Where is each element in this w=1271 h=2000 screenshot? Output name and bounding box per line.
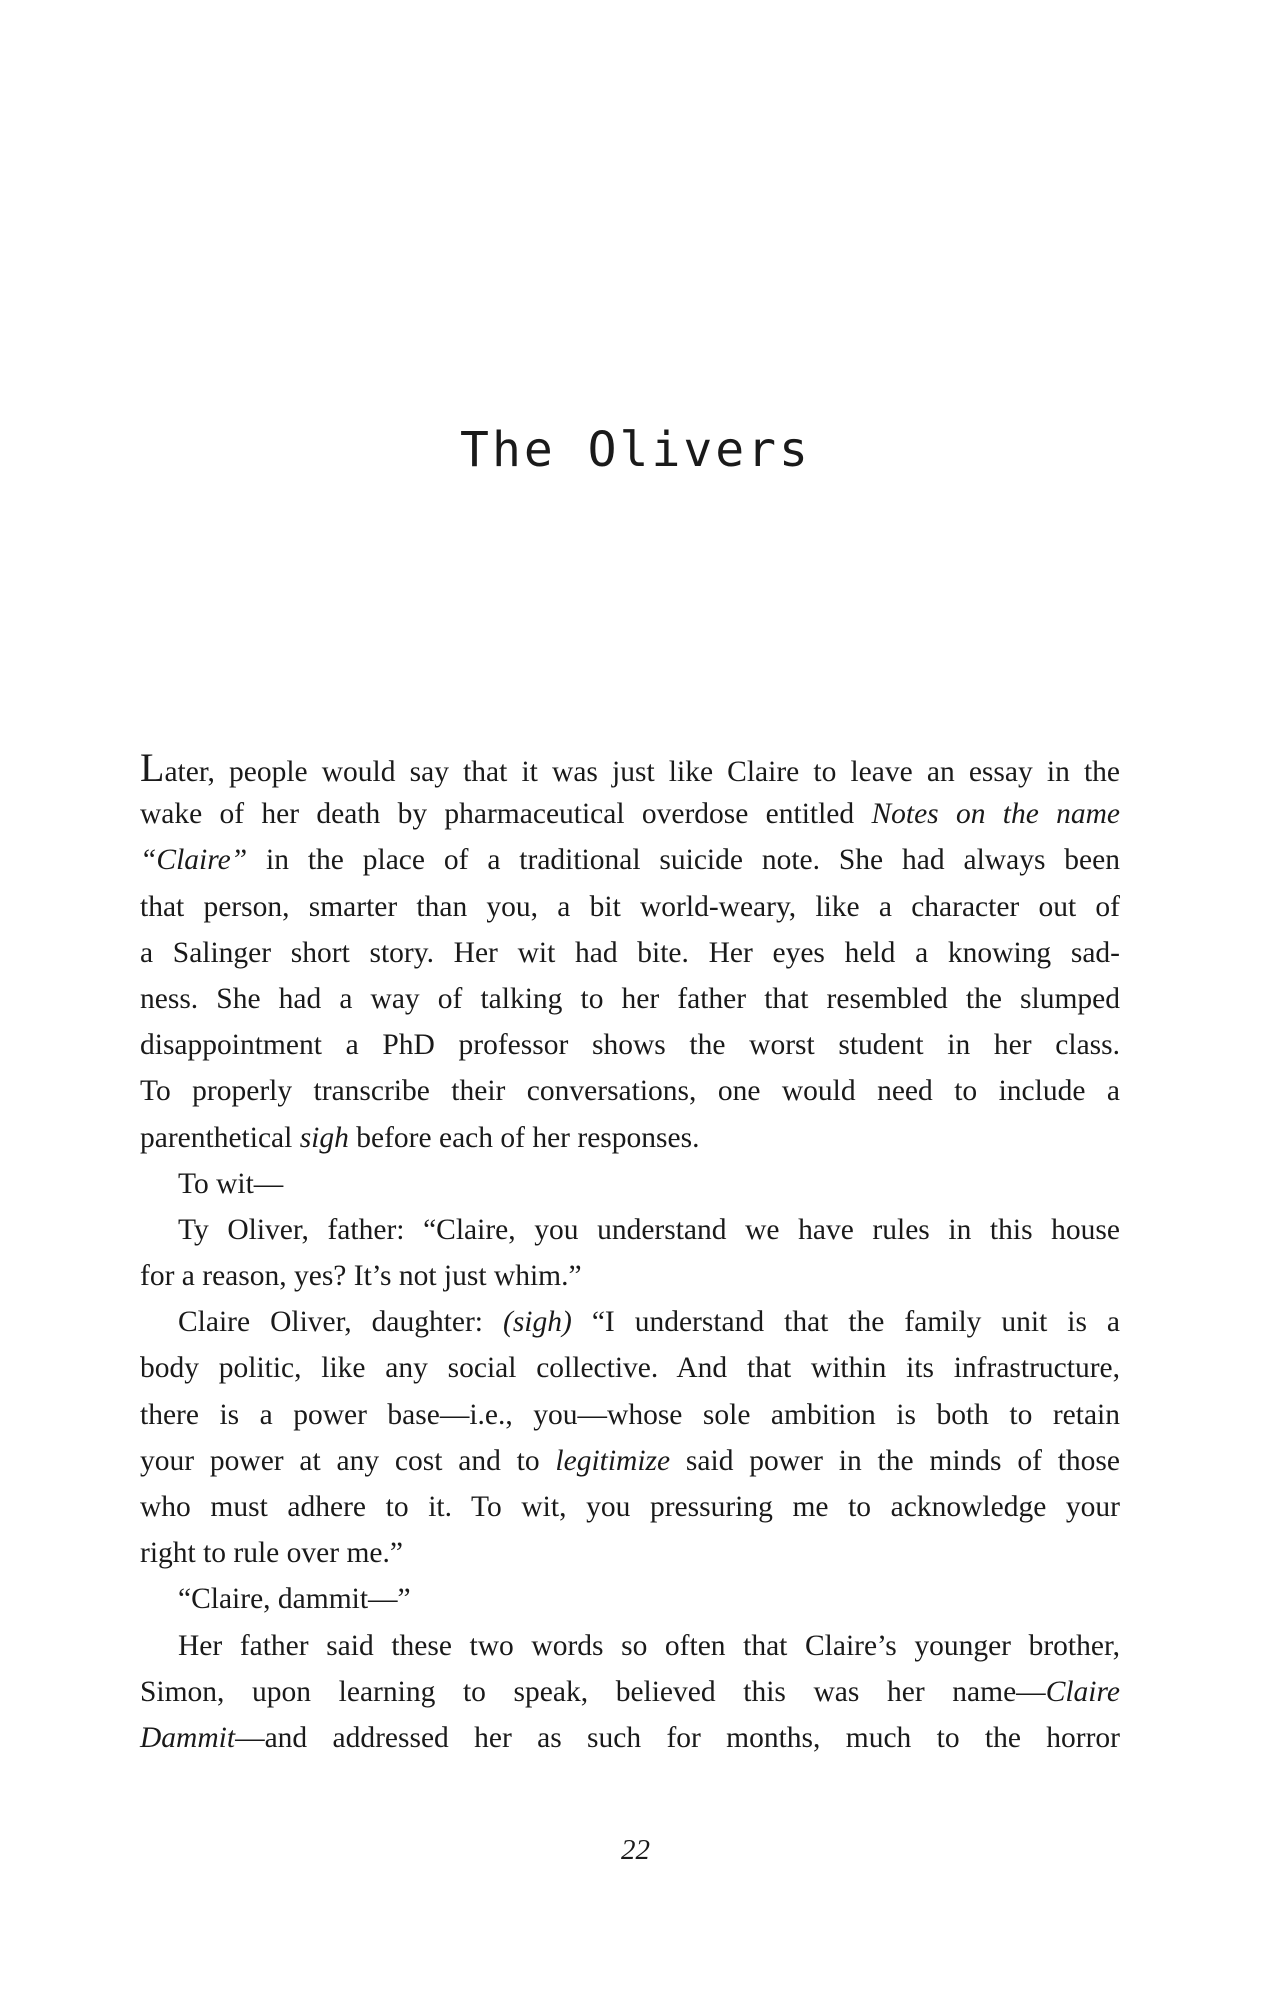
body-text: [140, 745, 1120, 1761]
text-line: Simon, upon learning to speak, believed this was her name—Claire: [140, 1675, 1120, 1708]
text-line: who must adhere to it. To wit, you pressuring me to acknowledge your: [140, 1491, 1120, 1523]
text-line: wake of her death by pharmaceutical overdose entitled Notes on the name: [140, 798, 1121, 831]
text-line: parenthetical sigh before each of her responses.: [140, 1121, 700, 1154]
text-line: To wit—: [178, 1167, 284, 1200]
text-line: body politic, like any social collective. And that within its infrastructure,: [140, 1352, 1120, 1385]
drop-cap: L: [140, 745, 165, 790]
text-line: Dammit—and addressed her as such for months, much to the horror: [140, 1721, 1120, 1754]
text-line: a Salinger short story. Her wit had bite. Her eyes held a knowing sad-: [140, 936, 1120, 969]
text-line: that person, smarter than you, a bit world-weary, like a character out of: [140, 890, 1120, 923]
text-line: right to rule over me.”: [140, 1537, 403, 1570]
text-line: there is a power base—i.e., you—whose sole ambition is both to retain: [140, 1398, 1120, 1431]
text-line: “Claire” in the place of a traditional suicide note. She had always been: [140, 844, 1120, 877]
text-line: Claire Oliver, daughter: (sigh) “I understand that the family unit is a: [178, 1306, 1120, 1339]
text-line: Her father said these two words so often that Claire’s younger brother,: [178, 1629, 1120, 1662]
text-line: Ty Oliver, father: “Claire, you understand we have rules in this house: [178, 1213, 1120, 1246]
text-line: “Claire, dammit—”: [178, 1583, 411, 1616]
text-line: ness. She had a way of talking to her father that resembled the slumped: [140, 982, 1120, 1015]
text-line: your power at any cost and to legitimize said power in the minds of those: [140, 1444, 1120, 1477]
text-line: for a reason, yes? It’s not just whim.”: [140, 1260, 582, 1293]
text-line: Later, people would say that it was just like Claire to leave an essay in the: [140, 745, 1120, 790]
page-number: 22: [621, 1834, 650, 1866]
text-line: To properly transcribe their conversations, one would need to include a: [140, 1075, 1120, 1108]
chapter-title: The Olivers: [460, 422, 811, 478]
text-line: disappointment a PhD professor shows the worst student in her class.: [140, 1029, 1120, 1062]
